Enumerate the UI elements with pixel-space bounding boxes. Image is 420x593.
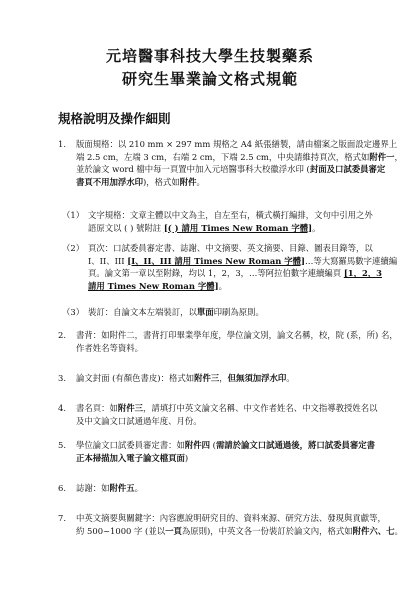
item-number: 1.: [58, 139, 66, 149]
item-line: 中英文摘要與關鍵字：內容應說明研究目的、資料來源、研究方法、發現與貢獻等，: [76, 513, 386, 523]
emphasis: 單面: [196, 307, 214, 317]
item-number: （3）: [62, 307, 85, 317]
item-line: 書名頁：如附件三，請填打中英文論文名稱、中文作者姓名、中文指導教授姓名以: [76, 403, 378, 413]
item-5: [58, 439, 375, 464]
item-number: 4.: [58, 403, 66, 413]
emphasis: 附件五: [109, 483, 135, 493]
item-line: 及中文論文口試通過年度、月份。: [76, 415, 202, 426]
item-line: 書背：如附件二，書背打印畢業學年度，學位論文別，論文名稱，校，院 (系，所) 名，: [76, 330, 398, 340]
item-6: [58, 482, 143, 495]
emphasis: 附件一: [369, 151, 395, 162]
item-line: 約 500~1000 字 (並以一頁為原則)，中英文各一份裝訂於論文內，格式如附件六、七。: [76, 525, 403, 536]
underlined-note: [( ) 請用 Times New Roman 字體]: [163, 222, 313, 233]
item-1: [58, 138, 403, 188]
section-heading: 規格說明及操作細則: [58, 111, 171, 126]
subitem-1: [62, 209, 373, 234]
item-line: 學位論文口試委員審定書：如附件四 (需請於論文口試通過後，將口試委員審定書: [76, 440, 376, 450]
item-3: [58, 372, 295, 385]
emphasis: 附件四: [184, 440, 210, 450]
underlined-note: [I、II、III 請用 Times New Roman 字體]: [127, 255, 305, 266]
item-line: 誌謝：如附件五。: [76, 483, 143, 493]
item-line: 端 2.5 cm，左端 3 cm，右端 2 cm，下端 2.5 cm，中央請維持頁次，格式如附件一，: [76, 151, 403, 162]
emphasis: 附件六、七: [352, 525, 395, 536]
item-line: 文字規格：文章主體以中文為主，自左至右，橫式橫打編排，文句中引用之外: [88, 210, 373, 220]
page-title-line1: 元培醫事科技大學生技製藥系: [105, 47, 314, 65]
emphasis: 但無須加浮水印: [227, 373, 287, 383]
item-line: 書頁不用加浮水印)，格式如附件。: [76, 176, 205, 187]
emphasis: 附件三: [194, 373, 220, 383]
item-number: （1）: [62, 210, 85, 220]
underlined-note: 請用 Times New Roman 字體]: [88, 280, 219, 291]
item-line: 頁次：口試委員審定書、誌謝、中文摘要、英文摘要、目錄、圖表目錄等，以: [88, 243, 373, 253]
item-line: 版面規格：以 210 mm × 297 mm 規格之 A4 紙張繕製，請由檔案之版面設定邊界上: [76, 139, 398, 149]
emphasis: 附件: [179, 176, 197, 187]
item-line: 作者姓名等資料。: [76, 342, 143, 353]
item-line: 並於論文 word 檔中每一頁置中加入元培醫事科大校徽浮水印 (封面及口試委員審定: [76, 164, 386, 174]
item-line: 請用 Times New Roman 字體]。: [88, 280, 227, 291]
item-number: 5.: [58, 440, 66, 450]
emphasis: 需請於論文口試通過後，將口試委員審定書: [215, 440, 376, 450]
page-title-line2: 研究生畢業論文格式規範: [121, 70, 298, 88]
item-line: 語原文以 ( ) 號附註 [( ) 請用 Times New Roman 字體]。: [88, 222, 321, 233]
emphasis: 封面及口試委員審定: [309, 164, 386, 174]
item-2: [58, 329, 398, 354]
item-line: 論文封面 (有顏色書皮)：格式如附件三，但無須加浮水印。: [76, 373, 295, 383]
emphasis: 正本掃描加入電子論文檔頁面: [76, 452, 185, 463]
subitem-3: [62, 306, 264, 319]
emphasis: 一頁: [165, 525, 182, 536]
emphasis: 書頁不用加浮水印: [76, 176, 143, 187]
item-4: [58, 402, 378, 427]
item-line: 頁。論文第一章以至附錄，均以 1，2，3，…等阿拉伯數字連續編頁 [1，2，3: [88, 268, 383, 278]
item-number: （2）: [62, 243, 85, 253]
item-number: 6.: [58, 483, 66, 493]
item-line: 裝訂：自論文本左端裝訂，以單面印刷為原則。: [88, 307, 264, 317]
item-7: [58, 512, 403, 537]
item-line: 正本掃描加入電子論文檔頁面): [76, 452, 189, 463]
item-number: 7.: [58, 513, 66, 523]
item-number: 2.: [58, 330, 66, 340]
underlined-note: [1，2，3: [343, 268, 383, 278]
item-line: I、II、III [I、II、III 請用 Times New Roman 字體]…等大寫羅馬數字連續編: [88, 255, 398, 266]
item-number: 3.: [58, 373, 66, 383]
subitem-2: [62, 242, 397, 292]
emphasis: 附件三: [117, 403, 143, 413]
